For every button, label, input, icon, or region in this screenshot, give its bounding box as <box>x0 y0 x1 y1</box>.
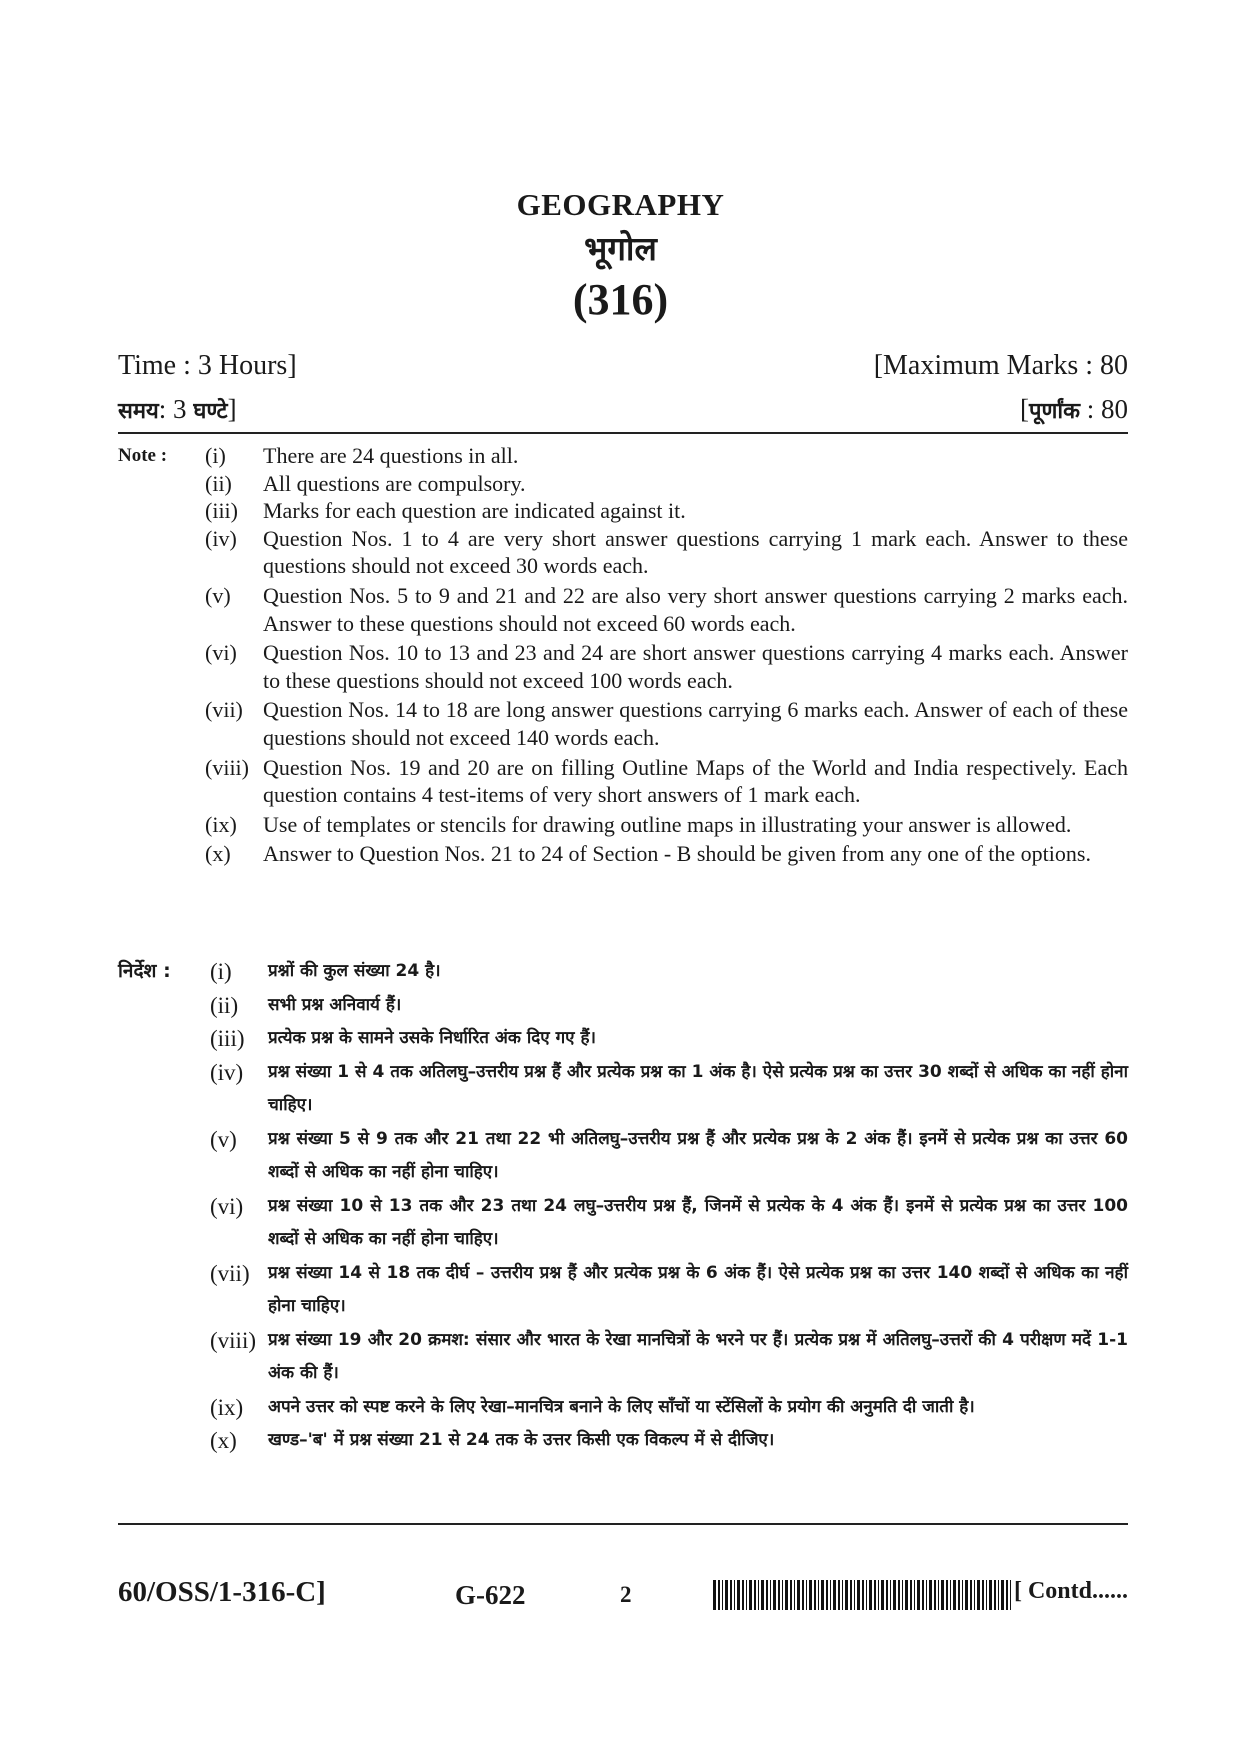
barcode-bar <box>866 1580 867 1610</box>
barcode-bar <box>994 1580 996 1610</box>
marks-hindi-start: [ <box>1019 394 1029 424</box>
max-marks-english: [Maximum Marks : 80 <box>873 350 1128 381</box>
item-number <box>118 442 263 470</box>
barcode-bar <box>722 1580 723 1610</box>
item-text: प्रश्न संख्या 1 से 4 तक अतिलघु–उत्तरीय प्रश्न हैं और प्रत्येक प्रश्न का 1 अंक है। ऐसे प्रत्येक प्रश्न का उत्तर 30 शब्दों से अधिक का नहीं होना चाहिए। <box>268 1061 1128 1115</box>
barcode-bar <box>946 1580 948 1610</box>
list-item <box>118 639 1128 694</box>
time-hindi-value: : 3 <box>158 394 194 424</box>
barcode-bar <box>794 1580 795 1610</box>
barcode-bar <box>758 1580 759 1610</box>
max-marks-hindi <box>1020 394 1128 425</box>
barcode-bar <box>910 1580 912 1610</box>
marks-hindi-value: : 80 <box>1079 394 1128 424</box>
instructions-english <box>118 442 1128 868</box>
barcode-bar <box>778 1580 780 1610</box>
list-item <box>118 1391 1128 1425</box>
barcode-bar <box>818 1580 819 1610</box>
list-item <box>118 1056 1128 1123</box>
barcode-bar <box>718 1580 720 1610</box>
item-number-text: (vii) <box>205 697 243 723</box>
series-code: G-622 <box>455 1580 526 1610</box>
item-number-text: (vi) <box>205 640 237 666</box>
barcode-bar <box>806 1580 807 1610</box>
barcode-bar <box>802 1580 804 1610</box>
item-number <box>118 497 263 525</box>
barcode-bar <box>814 1580 816 1610</box>
title-block <box>0 186 1241 326</box>
footer <box>118 1576 1128 1620</box>
item-number <box>118 840 263 868</box>
item-number: (i) <box>210 959 232 984</box>
barcode-bar <box>962 1580 963 1610</box>
item-text: Question Nos. 10 to 13 and 23 and 24 are short answer questions carrying 4 marks each. Answer to these questions should not exceed 100 words each. <box>263 640 1128 693</box>
barcode-bar <box>734 1580 735 1610</box>
item-number: (ix) <box>210 1394 244 1420</box>
list-item <box>118 1424 1128 1458</box>
list-item <box>118 582 1128 637</box>
item-text: Question Nos. 1 to 4 are very short answer questions carrying 1 mark each. Answer to these questions should not exceed 30 words each. <box>263 525 1128 579</box>
barcode-bar <box>902 1580 903 1610</box>
barcode-bar <box>926 1580 927 1610</box>
barcode-bar <box>1006 1580 1008 1610</box>
barcode-bar <box>826 1580 828 1610</box>
barcode-bar <box>790 1580 792 1610</box>
item-number-text: (iii) <box>205 498 238 524</box>
barcode-bar <box>917 1580 920 1610</box>
barcode-bar <box>766 1580 768 1610</box>
barcode-bar <box>821 1580 824 1610</box>
barcode-bar <box>953 1580 956 1610</box>
barcode-bar <box>833 1580 836 1610</box>
time-hindi-end: ] <box>227 394 237 424</box>
item-number <box>118 470 263 498</box>
barcode-bar <box>857 1580 860 1610</box>
item-text: Use of templates or stencils for drawing outline maps in illustrating your answer is allowed. <box>263 811 1072 837</box>
footer-divider <box>118 1523 1128 1525</box>
item-text: There are 24 questions in all. <box>263 443 519 468</box>
barcode-bar <box>725 1580 728 1610</box>
barcode-bar <box>986 1580 987 1610</box>
list-item <box>118 1123 1128 1190</box>
item-text: खण्ड–'ब' में प्रश्न संख्या 21 से 24 तक के उत्तर किसी एक विकल्प में से दीजिए। <box>268 1430 775 1450</box>
item-number: (x) <box>210 1428 237 1453</box>
barcode-bar <box>958 1580 960 1610</box>
continued-label: [ Contd...... <box>1013 1578 1128 1604</box>
item-number-text: (ii) <box>205 470 232 496</box>
item-number-text: (viii) <box>205 754 249 780</box>
item-number-text: (v) <box>205 582 231 608</box>
item-text: All questions are compulsory. <box>263 470 526 496</box>
list-item <box>118 525 1128 580</box>
barcode-bar <box>890 1580 891 1610</box>
time-hindi-label: समय <box>118 399 159 424</box>
barcode-bar <box>934 1580 936 1610</box>
barcode-bar <box>886 1580 888 1610</box>
barcode-bar <box>989 1580 992 1610</box>
item-text: सभी प्रश्न अनिवार्य हैं। <box>268 994 402 1015</box>
barcode-bar <box>898 1580 900 1610</box>
barcode-bar <box>869 1580 872 1610</box>
item-text: प्रत्येक प्रश्न के सामने उसके निर्धारित अंक दिए गए हैं। <box>268 1028 596 1048</box>
time-hindi-unit: घण्टे <box>193 399 228 424</box>
item-text: Question Nos. 19 and 20 are on filling Outline Maps of the World and India respectively. Each question contains 4 test-items of very short answers of 1 mark each. <box>263 754 1128 808</box>
item-number <box>118 525 263 580</box>
barcode-bar <box>830 1580 831 1610</box>
barcode-bar <box>850 1580 852 1610</box>
item-text: Marks for each question are indicated against it. <box>263 498 686 524</box>
barcode-bar <box>914 1580 915 1610</box>
meta-row-english <box>118 350 1128 382</box>
barcode-bar <box>842 1580 843 1610</box>
marks-hindi-label: पूर्णांक <box>1028 399 1080 424</box>
barcode-bar <box>977 1580 980 1610</box>
barcode-bar <box>974 1580 975 1610</box>
barcode-bar <box>754 1580 756 1610</box>
barcode-bar <box>893 1580 896 1610</box>
item-text: Answer to Question Nos. 21 to 24 of Section - B should be given from any one of the options. <box>263 841 1091 867</box>
list-item <box>118 989 1128 1023</box>
instructions-english-list <box>118 442 1128 868</box>
barcode-bar <box>970 1580 972 1610</box>
meta-row-hindi <box>118 394 1128 425</box>
barcode-bar <box>838 1580 840 1610</box>
instructions-hindi-list <box>118 955 1128 1458</box>
list-item <box>118 1324 1128 1391</box>
page-number: 2 <box>620 1582 632 1607</box>
barcode-bar <box>797 1580 800 1610</box>
item-number: (v) <box>210 1126 237 1152</box>
barcode-bar <box>874 1580 876 1610</box>
item-number-text: (i) <box>205 443 226 468</box>
item-number <box>118 582 263 637</box>
barcode-bar <box>881 1580 884 1610</box>
subject-title-hindi: भूगोल <box>584 229 657 268</box>
item-text: प्रश्न संख्या 19 और 20 क्रमश: संसार और भारत के रेखा मानचित्रों के भरने पर हैं। प्रत्येक प्रश्न में अतिलघु–उत्तरों की 4 परीक्षण मदें 1-1 अंक की हैं। <box>268 1329 1128 1383</box>
paper-code: 60/OSS/1-316-C] <box>118 1576 326 1608</box>
item-number: (vii) <box>210 1260 250 1286</box>
barcode-bar <box>929 1580 932 1610</box>
item-number <box>118 639 263 694</box>
item-number-text: (x) <box>205 841 231 867</box>
subject-code: (316) <box>572 275 669 324</box>
barcode-bar <box>773 1580 776 1610</box>
barcode-bar <box>922 1580 924 1610</box>
barcode-bar <box>761 1580 764 1610</box>
barcode-bar <box>845 1580 848 1610</box>
barcode-bar <box>854 1580 855 1610</box>
item-number-text: (ix) <box>205 811 237 837</box>
item-number-text: (iv) <box>205 525 237 551</box>
barcode-bar <box>941 1580 944 1610</box>
item-number: (iii) <box>210 1026 245 1051</box>
barcode-bar <box>938 1580 939 1610</box>
item-number <box>118 811 263 839</box>
barcode-bar <box>742 1580 744 1610</box>
item-text: प्रश्नों की कुल संख्या 24 है। <box>268 961 441 981</box>
note-label-english: Note : <box>118 445 168 466</box>
list-item <box>118 470 1128 498</box>
barcode-bar <box>982 1580 984 1610</box>
item-text: प्रश्न संख्या 14 से 18 तक दीर्घ – उत्तरीय प्रश्न हैं और प्रत्येक प्रश्न के 6 अंक हैं। ऐसे प्रत्येक प्रश्न का उत्तर 140 शब्दों से अधिक का नहीं होना चाहिए। <box>268 1262 1128 1316</box>
barcode-icon <box>713 1580 1013 1610</box>
barcode-bar <box>950 1580 951 1610</box>
barcode-bar <box>749 1580 752 1610</box>
time-hindi <box>118 394 237 425</box>
barcode-bar <box>730 1580 732 1610</box>
list-item <box>118 497 1128 525</box>
item-number: (vi) <box>210 1193 244 1219</box>
item-text: Question Nos. 5 to 9 and 21 and 22 are also very short answer questions carrying 2 marks each. Answer to these questions should not exceed 60 words each. <box>263 582 1128 636</box>
list-item <box>118 1257 1128 1324</box>
barcode-bar <box>862 1580 864 1610</box>
list-item <box>118 1022 1128 1056</box>
barcode-bar <box>782 1580 783 1610</box>
barcode-bar <box>746 1580 747 1610</box>
item-number: (viii) <box>210 1327 256 1353</box>
barcode-bar <box>770 1580 771 1610</box>
list-item <box>118 955 1128 989</box>
item-text: प्रश्न संख्या 10 से 13 तक और 23 तथा 24 लघु–उत्तरीय प्रश्न हैं, जिनमें से प्रत्येक के 4 अंक हैं। इनमें से प्रत्येक प्रश्न का उत्तर 100 शब्दों से अधिक का नहीं होना चाहिए। <box>268 1195 1128 1249</box>
list-item <box>118 442 1128 470</box>
note-label-hindi: निर्देश : <box>118 960 171 982</box>
barcode-bar <box>1001 1580 1004 1610</box>
list-item <box>118 754 1128 809</box>
barcode-bar <box>713 1580 716 1610</box>
item-number: (ii) <box>210 992 239 1018</box>
item-number <box>118 754 263 809</box>
barcode-bar <box>785 1580 788 1610</box>
instructions-hindi <box>118 955 1128 1458</box>
barcode-bar <box>809 1580 812 1610</box>
item-text: प्रश्न संख्या 5 से 9 तक और 21 तथा 22 भी अतिलघु–उत्तरीय प्रश्न हैं और प्रत्येक प्रश्न के 2 अंक हैं। इनमें से प्रत्येक प्रश्न का उत्तर 60 शब्दों से अधिक का नहीं होना चाहिए। <box>268 1128 1128 1182</box>
barcode-bar <box>878 1580 879 1610</box>
barcode-bar <box>965 1580 968 1610</box>
item-number <box>118 696 263 751</box>
barcode-bar <box>737 1580 740 1610</box>
item-text: अपने उत्तर को स्पष्ट करने के लिए रेखा–मानचित्र बनाने के लिए साँचों या स्टेंसिलों के प्रयोग की अनुमति दी जाती है। <box>268 1396 975 1417</box>
list-item <box>118 840 1128 868</box>
list-item <box>118 696 1128 751</box>
item-number: (iv) <box>210 1059 244 1085</box>
header-divider <box>118 432 1128 434</box>
list-item <box>118 1190 1128 1257</box>
item-text: Question Nos. 14 to 18 are long answer questions carrying 6 marks each. Answer of each of these questions should not exceed 140 words each. <box>263 697 1128 750</box>
barcode-bar <box>905 1580 908 1610</box>
time-english: Time : 3 Hours] <box>118 350 297 381</box>
subject-title-english: GEOGRAPHY <box>516 187 725 222</box>
list-item <box>118 811 1128 839</box>
barcode-bar <box>998 1580 999 1610</box>
barcode-bar <box>1010 1580 1011 1610</box>
